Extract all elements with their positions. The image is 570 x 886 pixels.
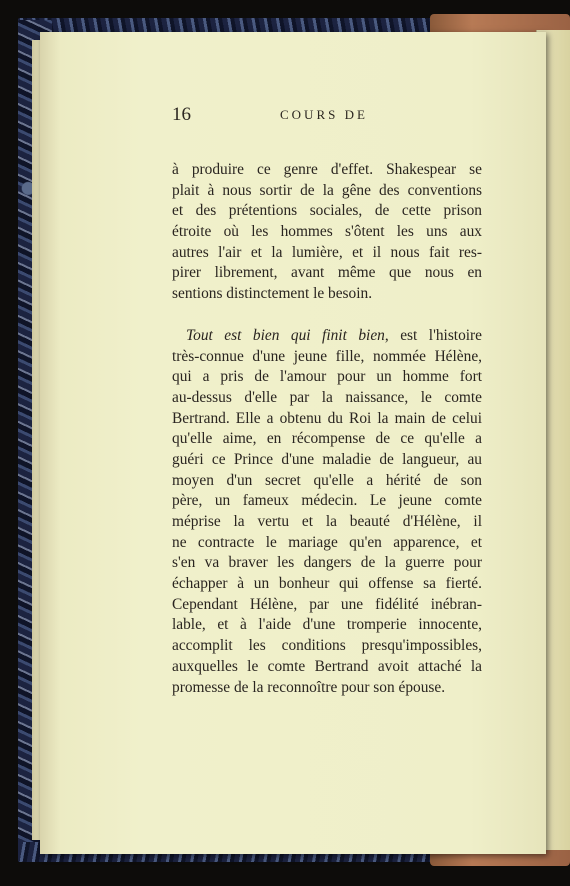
page-number: 16 <box>172 104 191 125</box>
paragraph-gap <box>172 305 482 326</box>
text-line: Bertrand. Elle a obtenu du Roi la main de celui <box>172 409 482 427</box>
running-title: COURS DE <box>280 107 368 122</box>
text-line: et des prétentions sociales, de cette prison <box>172 202 482 220</box>
text-line: lable, et à l'aide d'une tromperie innocente, <box>172 616 482 634</box>
text-line: accomplit les conditions presqu'impossibles, <box>172 637 482 655</box>
text-line: qui a pris de l'amour pour un homme fort <box>172 368 482 386</box>
text-line: moyen d'un secret qu'elle a hérité de son <box>172 471 482 489</box>
text-line: à produire ce genre d'effet. Shakespear se <box>172 161 482 178</box>
text-line: père, un fameux médecin. Le jeune comte <box>172 492 482 510</box>
text-line: s'en va braver les dangers de la guerre pour <box>172 554 482 572</box>
text-line: échapper à un bonheur qui offense sa fierté. <box>172 575 482 593</box>
text-line: autres l'air et la lumière, et il nous fait res- <box>172 243 482 261</box>
page-header <box>132 104 484 126</box>
text-line: guéri ce Prince d'une maladie de langueur, au <box>172 450 482 468</box>
text-line: Cependant Hélène, par une fidélité inébran- <box>172 595 482 613</box>
page-text <box>172 160 482 698</box>
text-line: qu'elle aime, en récompense de ce qu'elle a <box>172 430 482 448</box>
text-line: très-connue d'une jeune fille, nommée Hélène, <box>172 347 482 365</box>
text-line: promesse de la reconnoître pour son épouse. <box>172 678 446 696</box>
text-line: plait à nous sortir de la gêne des conventions <box>172 181 482 199</box>
text-line: pirer librement, avant même que nous en <box>172 264 482 282</box>
text-span: , est l'histoire <box>384 326 483 344</box>
play-title: Tout est bien qui finit bien <box>186 326 385 344</box>
text-line: sentions distinctement le besoin. <box>172 285 373 303</box>
text-line <box>172 326 482 347</box>
text-line: méprise la vertu et la beauté d'Hélène, il <box>172 513 482 530</box>
text-line: au-dessus d'elle par la naissance, le comte <box>172 388 482 406</box>
text-line: ne contracte le mariage qu'en apparence, et <box>172 533 482 551</box>
text-line: auxquelles le comte Bertrand avoit attaché la <box>172 657 482 675</box>
text-line: étroite où les hommes s'ôtent les uns aux <box>172 223 482 241</box>
